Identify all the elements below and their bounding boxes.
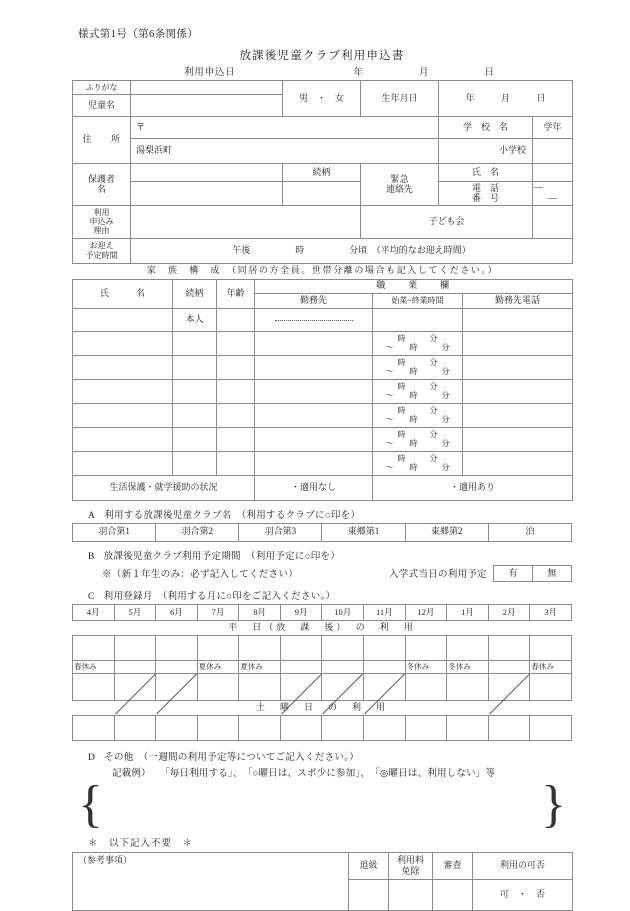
vacation-cell-8[interactable] (405, 673, 447, 700)
family-workplace-input[interactable] (255, 308, 373, 331)
family-col-job-group: 職 業 欄 (255, 279, 573, 293)
section-d-letter: D (88, 752, 96, 763)
family-name-input[interactable] (73, 331, 173, 355)
saturday-cell-5[interactable] (280, 715, 322, 740)
office-review-input[interactable] (433, 879, 473, 910)
guardian-label-line1: 保護者 (87, 173, 115, 184)
hours-end: ～ 時 分 (385, 415, 450, 424)
kodomokai-label: 子ども会 (361, 205, 533, 238)
saturday-cell-7[interactable] (364, 715, 406, 740)
emergency-tel-label (439, 182, 533, 206)
reason-label-line2: 申込み (89, 216, 114, 226)
address-label: 住 所 (73, 117, 131, 164)
grade-label: 学年 (533, 117, 573, 139)
family-col-work-tel: 勤務先電話 (463, 293, 573, 308)
family-age-input[interactable] (217, 355, 255, 379)
strike-diagonal-icon (489, 674, 530, 715)
office-col-withdraw: 退級 (349, 852, 389, 879)
table-row (73, 331, 573, 355)
family-hours-input[interactable] (373, 308, 463, 331)
address-row (73, 139, 573, 164)
address-postal-row (73, 117, 573, 139)
child-name-input[interactable] (131, 95, 283, 117)
family-name-input[interactable] (73, 308, 173, 331)
vacation-label-6 (322, 660, 364, 673)
section-d-example-label: 記載例） (112, 768, 151, 779)
weekday-cell-0[interactable] (73, 635, 115, 660)
family-relation-self: 本人 (173, 308, 217, 331)
strike-diagonal-icon (322, 674, 363, 715)
saturday-cell-3[interactable] (197, 715, 239, 740)
section-b-note: ※（新１年生のみ：必ず記入してください） (102, 570, 299, 580)
vacation-cell-10[interactable] (488, 673, 530, 700)
tel-dash-1: — (533, 182, 543, 192)
club-option-4[interactable]: 東郷第2 (405, 523, 488, 541)
document-title: 放課後児童クラブ利用申込書 (239, 50, 405, 62)
month-header-2: 6月 (156, 604, 198, 620)
welfare-label: 生活保護・就学援助の状況 (73, 475, 255, 500)
family-relation-input[interactable] (173, 403, 217, 427)
vacation-cell-11[interactable] (530, 673, 572, 700)
family-worktel-input[interactable] (463, 451, 573, 475)
saturday-band-label: 土 曜 日 の 利 用 (73, 700, 572, 715)
ceremony-usage-label: 入学式当日の利用予定 (388, 570, 487, 580)
family-col-name: 氏 名 (73, 279, 173, 308)
club-option-2[interactable]: 羽合第3 (239, 523, 322, 541)
family-age-input[interactable] (217, 451, 255, 475)
family-workplace-input[interactable] (255, 427, 373, 451)
section-c-heading (88, 588, 572, 602)
month-header-7: 11月 (364, 604, 406, 620)
section-d-title: その他 （一週間の利用予定等についてご記入ください。） (104, 752, 360, 763)
club-table (72, 523, 572, 542)
family-relation-input[interactable] (173, 355, 217, 379)
pickup-row (73, 238, 573, 263)
saturday-cell-2[interactable] (156, 715, 198, 740)
reason-row (73, 205, 573, 238)
pickup-label (73, 238, 131, 263)
weekday-cell-11[interactable] (530, 635, 572, 660)
hours-start: 時 分 (397, 405, 438, 415)
family-workplace-input[interactable] (255, 331, 373, 355)
address-input[interactable]: 湯梨浜町 (131, 139, 439, 164)
vacation-label-1 (114, 660, 156, 673)
form-number: 様式第1号（第6条関係） (78, 29, 199, 40)
club-option-5[interactable]: 泊 (488, 523, 571, 541)
vacation-label-11: 春休み (530, 660, 572, 673)
hours-start: 時 分 (397, 357, 438, 367)
hours-start: 時 分 (397, 429, 438, 439)
family-relation-input[interactable] (173, 379, 217, 403)
emergency-name-label: 氏 名 (439, 164, 533, 182)
fee-exemption-line2: 免除 (401, 865, 420, 876)
weekday-cell-2[interactable] (156, 635, 198, 660)
welfare-option-yes[interactable]: ・適用あり (373, 475, 573, 500)
vacation-cell-2[interactable] (156, 673, 198, 700)
vacation-label-0: 春休み (73, 660, 115, 673)
office-col-decision: 利用の可否 (473, 852, 573, 879)
application-date-row (72, 64, 572, 78)
vacation-select-row (73, 673, 572, 700)
saturday-cell-11[interactable] (530, 715, 572, 740)
welfare-row (73, 475, 573, 500)
guardian-label (73, 164, 131, 206)
section-d-freetext-area[interactable] (76, 775, 568, 833)
family-name-input[interactable] (73, 403, 173, 427)
ceremony-no-option[interactable]: 無 (533, 565, 572, 582)
vacation-label-8: 冬休み (405, 660, 447, 673)
guardian-name-input[interactable] (131, 164, 283, 182)
hours-end: ～ 時 分 (385, 463, 450, 472)
family-hours-input[interactable] (373, 427, 463, 451)
furigana-label: ふりがな (73, 81, 131, 95)
vacation-cell-9[interactable] (447, 673, 489, 700)
workplace-dotted-line (275, 319, 353, 321)
hours-end: ～ 時 分 (385, 391, 450, 400)
month-header-5: 9月 (280, 604, 322, 620)
vacation-cell-3[interactable] (197, 673, 239, 700)
weekday-band-row (73, 620, 572, 635)
family-age-input[interactable] (217, 403, 255, 427)
table-row (73, 355, 573, 379)
strike-diagonal-icon (281, 674, 322, 715)
saturday-cell-6[interactable] (322, 715, 364, 740)
guardian-relation-input[interactable] (283, 182, 361, 206)
family-age-input[interactable] (217, 379, 255, 403)
vacation-cell-4[interactable] (239, 673, 281, 700)
emergency-label-line1: 緊急 (390, 173, 409, 184)
office-withdraw-input[interactable] (349, 879, 389, 910)
vacation-label-9: 冬休み (447, 660, 489, 673)
family-name-input[interactable] (73, 427, 173, 451)
application-date-year: 年 (353, 68, 364, 78)
section-a-title: 利用する放課後児童クラブ名 （利用するクラブに○印を） (104, 510, 361, 521)
child-name-label: 児童名 (73, 95, 131, 117)
family-age-input[interactable] (217, 331, 255, 355)
family-age-input[interactable] (217, 308, 255, 331)
emergency-tel-line2: 番 号 (471, 193, 499, 204)
table-row (73, 403, 573, 427)
weekday-select-row (73, 635, 572, 660)
school-name-input[interactable]: 小学校 (439, 139, 533, 164)
family-relation-input[interactable] (173, 451, 217, 475)
family-name-input[interactable] (73, 451, 173, 475)
office-col-fee-exemption (389, 852, 433, 879)
vacation-label-10 (488, 660, 530, 673)
vacation-cell-0[interactable] (73, 673, 115, 700)
family-col-relation: 続柄 (173, 279, 217, 308)
table-row (73, 427, 573, 451)
office-use-table (72, 852, 573, 911)
strike-diagonal-icon (115, 674, 156, 715)
reason-input[interactable] (131, 205, 361, 238)
reference-notes-field[interactable]: （参考事項） (73, 852, 349, 910)
vacation-label-7 (364, 660, 406, 673)
application-date-label: 利用申込日 (184, 68, 236, 78)
section-b-letter: B (88, 551, 95, 562)
weekday-cell-3[interactable] (197, 635, 239, 660)
brace-right-icon: } (541, 775, 566, 833)
ceremony-yes-option[interactable]: 有 (493, 565, 533, 582)
family-relation-input[interactable] (173, 427, 217, 451)
club-option-3[interactable]: 東郷第1 (322, 523, 405, 541)
saturday-cell-0[interactable] (73, 715, 115, 740)
vacation-cell-7[interactable] (364, 673, 406, 700)
family-row-self (73, 308, 573, 331)
saturday-cell-10[interactable] (488, 715, 530, 740)
hours-start: 時 分 (397, 453, 438, 463)
birth-day: 日 (536, 92, 546, 103)
postal-code-input[interactable]: 〒 (131, 117, 439, 139)
weekday-band-label: 平 日（放 課 後） の 利 用 (73, 620, 572, 635)
applicant-table (72, 80, 573, 264)
emergency-tel-input[interactable] (533, 182, 573, 206)
section-d-example-text: 「毎日利用する」、 「○曜日は、スポ少に参加」、 「◎曜日は、利用しない」等 (164, 768, 496, 779)
vacation-cell-1[interactable] (114, 673, 156, 700)
application-date-month: 月 (419, 68, 429, 78)
birthdate-label: 生年月日 (361, 81, 439, 117)
welfare-option-none[interactable]: ・適用なし (255, 475, 373, 500)
weekday-cell-6[interactable] (322, 635, 364, 660)
section-a-heading (88, 507, 572, 521)
reason-label-line3: 理由 (93, 226, 110, 236)
reason-label (73, 205, 131, 238)
guardian-label-line2: 名 (96, 184, 106, 195)
emergency-label-line2: 連絡先 (385, 184, 413, 195)
month-header-9: 1月 (447, 604, 489, 620)
family-worktel-input[interactable] (463, 355, 573, 379)
family-col-hours: 始業~終業時間 (373, 293, 463, 308)
reason-label-line1: 利用 (93, 207, 110, 217)
furigana-input[interactable] (131, 81, 283, 95)
month-header-6: 10月 (322, 604, 364, 620)
strike-diagonal-icon (156, 674, 197, 715)
weekday-cell-10[interactable] (488, 635, 530, 660)
emergency-contact-label (361, 164, 439, 206)
section-c-title: 利用登録月 （利用する月に○印をご記入ください。） (103, 591, 336, 602)
hours-end: ～ 時 分 (385, 343, 450, 352)
family-worktel-input[interactable] (463, 308, 573, 331)
saturday-cell-9[interactable] (447, 715, 489, 740)
fee-exemption-line1: 利用料 (396, 855, 424, 866)
pickup-label-line2: 予定時間 (85, 250, 118, 260)
family-workplace-input[interactable] (255, 355, 373, 379)
emergency-relation-field[interactable] (533, 164, 573, 182)
birth-year: 年 (465, 92, 475, 103)
family-name-input[interactable] (73, 355, 173, 379)
family-header-row-1 (73, 279, 573, 293)
guardian-row-1 (73, 164, 573, 182)
family-worktel-input[interactable] (463, 403, 573, 427)
birth-month: 月 (501, 92, 511, 103)
month-header-3: 7月 (197, 604, 239, 620)
guardian-row-2 (73, 182, 573, 206)
section-c-letter: C (88, 591, 95, 602)
weekday-cell-1[interactable] (114, 635, 156, 660)
brace-left-icon: { (78, 775, 103, 833)
month-registration-table (72, 604, 572, 741)
saturday-cell-4[interactable] (239, 715, 281, 740)
family-hours-input[interactable] (373, 379, 463, 403)
family-name-input[interactable] (73, 379, 173, 403)
weekday-cell-4[interactable] (239, 635, 281, 660)
saturday-select-row (73, 715, 572, 740)
emergency-tel-line1: 電 話 (471, 182, 499, 193)
club-option-1[interactable]: 羽合第2 (156, 523, 239, 541)
saturday-cell-1[interactable] (114, 715, 156, 740)
vacation-cell-5[interactable] (280, 673, 322, 700)
application-date-day: 日 (484, 68, 495, 78)
family-relation-input[interactable] (173, 331, 217, 355)
saturday-cell-8[interactable] (405, 715, 447, 740)
month-header-0: 4月 (73, 604, 115, 620)
table-row (73, 379, 573, 403)
month-header-10: 2月 (488, 604, 530, 620)
family-worktel-input[interactable] (463, 427, 573, 451)
family-col-workplace: 勤務先 (255, 293, 373, 308)
month-header-4: 8月 (239, 604, 281, 620)
club-row (73, 523, 572, 541)
family-section-title: 家 族 構 成 （同居の方全員。世帯分離の場合も記入してください。） (73, 263, 573, 279)
month-header-11: 3月 (530, 604, 572, 620)
guardian-name-input-2[interactable] (131, 182, 283, 206)
section-d-heading (88, 749, 572, 763)
office-use-notice: ＊ 以下記入不要 ＊ (88, 838, 194, 849)
weekday-cell-8[interactable] (405, 635, 447, 660)
family-table (72, 263, 573, 501)
reason-extra-cell[interactable] (533, 205, 573, 238)
hours-end: ～ 時 分 (385, 439, 450, 448)
section-b-title: 放課後児童クラブ利用予定期間 （利用予定に○印を） (103, 551, 341, 562)
vacation-label-4: 夏休み (239, 660, 281, 673)
family-workplace-input[interactable] (255, 451, 373, 475)
pickup-time-input[interactable]: 午後 時 分頃 （平均的なお迎え時間） (131, 238, 573, 263)
office-decision-input[interactable]: 可 ・ 否 (473, 879, 573, 910)
birthdate-input[interactable] (439, 81, 573, 117)
guardian-relation-label: 続柄 (283, 164, 361, 182)
office-header-row (73, 852, 573, 879)
vacation-label-3: 夏休み (197, 660, 239, 673)
strike-diagonal-icon (364, 674, 405, 715)
family-workplace-input[interactable] (255, 379, 373, 403)
section-a-letter: A (88, 510, 96, 521)
family-hours-input[interactable] (373, 355, 463, 379)
hours-start: 時 分 (397, 333, 438, 343)
weekday-cell-5[interactable] (280, 635, 322, 660)
section-d-example-row (112, 765, 572, 779)
office-fee-exemption-input[interactable] (389, 879, 433, 910)
section-b-heading (88, 548, 572, 562)
family-workplace-input[interactable] (255, 403, 373, 427)
family-section-title-row (73, 263, 573, 279)
vacation-label-row (73, 660, 572, 673)
school-name-label: 学 校 名 (439, 117, 533, 139)
vacation-label-2 (156, 660, 198, 673)
vacation-cell-6[interactable] (322, 673, 364, 700)
table-row (73, 451, 573, 475)
month-header-1: 5月 (114, 604, 156, 620)
family-col-age: 年齢 (217, 279, 255, 308)
office-col-review: 審査 (433, 852, 473, 879)
hours-start: 時 分 (397, 381, 438, 391)
family-worktel-input[interactable] (463, 379, 573, 403)
furigana-row (73, 81, 573, 95)
family-hours-input[interactable] (373, 331, 463, 355)
weekday-cell-9[interactable] (447, 635, 489, 660)
gender-choice[interactable]: 男 ・ 女 (283, 81, 361, 117)
month-header-row (73, 604, 572, 620)
section-b-note-row (102, 565, 572, 582)
hours-end: ～ 時 分 (385, 367, 450, 376)
club-option-0[interactable]: 羽合第1 (73, 523, 156, 541)
family-worktel-input[interactable] (463, 331, 573, 355)
vacation-label-5 (280, 660, 322, 673)
family-age-input[interactable] (217, 427, 255, 451)
month-header-8: 12月 (405, 604, 447, 620)
family-hours-input[interactable] (373, 403, 463, 427)
pickup-label-line1: お迎え (89, 241, 114, 251)
tel-dash-2: — (548, 193, 557, 204)
weekday-cell-7[interactable] (364, 635, 406, 660)
ceremony-usage-group (389, 565, 572, 582)
grade-input[interactable] (533, 139, 573, 164)
family-hours-input[interactable] (373, 451, 463, 475)
